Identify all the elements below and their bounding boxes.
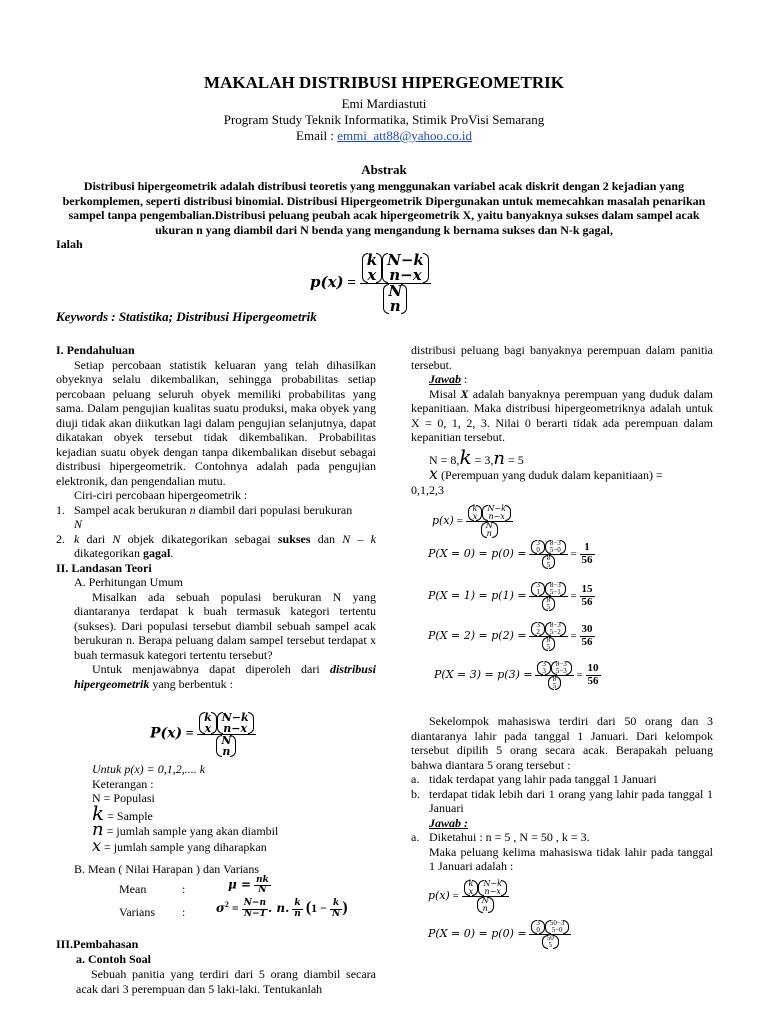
list-item: a. tidak terdapat yang lahir pada tanggal 1 Januari: [411, 772, 657, 786]
right-column: [411, 343, 713, 497]
formula-p1: P(X = 1) = p(1) = 3 1 8−3 5−1 8 5 = $\frac{15}{56}$: [428, 581, 593, 611]
left-column: [56, 343, 376, 691]
varians-formula: $\sigma^2$ = $\frac{N-n}{N-1}$ . n. $\frac{k}{n}$ (1 − $\frac{k}{N}$ ): [216, 898, 348, 919]
section-1-paragraph: Setiap percobaan statistik keluaran yang telah dihasilkan obyeknya selalu dikembalikan, sehingga probabilitas setiap percobaan peluang seluruh obyek memiliki probabilitas yang sama. Dalam pengujian kualitas suatu produksi, maka obyek yang diuji tidak akan diikutkan lagi dalam pengujian selanjutnya, dapat dikatakan obyek tersebut tidak dikembalikan. Probabilitas kejadian suatu obyek dengan tanpa dikembalikan disebut sebagai distribusi hipergeometrik. Contohnya adalah pada pengujian elektronik, dan pengendalian mutu.: [56, 357, 376, 488]
right-column-2: [411, 714, 713, 874]
right-paragraph-2: Misal X adalah banyaknya perempuan yang duduk dalam kepanitiaan. Maka distribusi hipergeometriknya adalah untuk X = 0, 1, 2, 3. Nilai 0 berarti tidak ada perempuan dalam kepanitian tersebut.: [411, 386, 714, 444]
section-2-heading: II. Landasan Teori: [56, 560, 152, 575]
list-item: 2. k dari N objek dikategorikan sebagai sukses dan N – k dikategorikan gagal.: [56, 531, 376, 560]
legend-N: N = Populasi: [92, 791, 155, 805]
answer-text: Maka peluang kelima mahasiswa tidak lahir pada tanggal 1 Januari adalah :: [429, 844, 713, 873]
formula-answer-p0: P(X = 0) = p(0) = 3 0 50−3 5−0 50 5: [428, 920, 571, 949]
mean-formula: μ = $\frac{nk}{N}$: [228, 875, 269, 896]
given-values: N = 8,k = 3,n = 5: [429, 444, 524, 469]
x-description: x (Perempuan yang duduk dalam kepanitiaan) =: [429, 464, 663, 483]
formula-px-answer: p(x) = k x N−k n−x N n: [428, 880, 509, 913]
untuk-line: Untuk p(x) = 0,1,2,.... k: [92, 762, 206, 776]
list-item: b. terdapat tidak lebih dari 1 orang yang lahir pada tanggal 1 Januari: [411, 786, 713, 815]
formula-p2: P(X = 2) = p(2) = 3 2 8−3 5−2 8 5 = $\frac{30}{56}$: [428, 621, 593, 651]
right-paragraph-3: Sekelompok mahasiswa terdiri dari 50 orang dan 3 diantaranya lahir pada tanggal 1 Januari. Dari kelompok tersebut dipilih 5 orang secara acak. Berapakah peluang bahwa diantara 5 orang tersebut :: [411, 714, 713, 772]
formula-2: P(x) = k x N−k n−x N n: [150, 712, 256, 757]
section-2a-heading: A. Perhitungan Umum: [74, 575, 183, 589]
email-link[interactable]: emmi_att88@yahoo.co.id: [337, 128, 472, 143]
section-3a-paragraph: Sebuah panitia yang terdiri dari 5 orang diambil secara acak dari 3 perempuan dan 5 laki-laki. Tentukanlah: [76, 967, 376, 996]
section-3-heading: III.Pembahasan: [56, 937, 139, 951]
section-1-heading: I. Pendahuluan: [56, 343, 135, 357]
legend-block: [92, 762, 382, 854]
abstract-tail: Ialah: [56, 237, 83, 251]
formula-p3: P(X = 3) = p(3) = 3 3 8−3 5−3 8 5 = $\frac{10}{56}$: [434, 660, 599, 690]
affiliation: Program Study Teknik Informatika, Stimik ProVisi Semarang: [223, 112, 545, 127]
author: Emi Mardiastuti: [341, 96, 427, 111]
legend-k: k = Sample: [92, 800, 153, 825]
section-1-paragraph-2: Ciri-ciri percobaan hipergeometrik :: [74, 488, 248, 502]
abstract-heading: Abstrak: [361, 162, 407, 177]
email-line: [0, 129, 768, 144]
mean-label: Mean: [119, 882, 147, 896]
keywords: Keywords : Statistika; Distribusi Hipergeometrik: [56, 309, 317, 324]
section-3a-heading: a. Contoh Soal: [76, 952, 152, 966]
varians-colon: :: [182, 905, 186, 919]
section-2a-paragraph: Misalkan ada sebuah populasi berukuran N yang diantaranya terdapat k buah termasuk kategori tertentu (sukses). Dari populasi tersebut diambil sebuah sampel acak berukuran n. Berapa peluang dalam sampel tersebut terdapat x buah termasuk kategori tertentu tersebut?: [74, 589, 376, 662]
mean-colon: :: [182, 882, 186, 896]
formula-px-right: p(x) = k x N−k n−x N n: [432, 505, 513, 538]
x-values: 0,1,2,3: [411, 482, 444, 497]
section-2b-heading: B. Mean ( Nilai Harapan ) dan Varians: [74, 862, 260, 876]
main-formula: p(x) = k x N−k n−x N n: [310, 253, 431, 314]
jawab-1: Jawab :: [429, 372, 468, 386]
list-item: a. Diketahui : n = 5 , N = 50 , k = 3.: [411, 830, 590, 844]
paper-title: MAKALAH DISTRIBUSI HIPERGEOMETRIK: [204, 73, 564, 92]
right-paragraph-1: distribusi peluang bagi banyaknya perempuan dalam panitia tersebut.: [411, 343, 713, 372]
legend-x: x = jumlah sample yang diharapkan: [92, 835, 267, 855]
abstract-text: Distribusi hipergeometrik adalah distribusi teoretis yang menggunakan variabel acak diskrit dengan 2 kejadian yang berkomplemen, seperti distribusi binomial. Distribusi Hipergeometrik Dipergunakan untuk memecahkan masalah penarikan sampel tanpa pengembalian.Distribusi peluang peubah acak hipergeometrik X, yaitu banyaknya sukses dalam sampel acak ukuran n yang diambil dari N benda yang mengandung k bernama sukses dan N-k gagal,: [62, 179, 706, 237]
formula-p0: P(X = 0) = p(0) = 3 0 8−3 5−0 8 5 = $\frac{1}{56}$: [428, 539, 593, 569]
section-2a-paragraph-2: Untuk menjawabnya dapat diperoleh dari distribusi hipergeometrik yang berbentuk :: [74, 662, 376, 691]
legend-n: n = jumlah sample yang akan diambil: [92, 819, 279, 840]
email-label: Email :: [296, 128, 338, 143]
jawab-2: Jawab :: [429, 815, 468, 830]
list-item: 1. Sampel acak berukuran n diambil dari populasi berukuran N: [56, 502, 353, 531]
keterangan: Keterangan :: [92, 776, 154, 791]
varians-label: Varians: [119, 905, 155, 919]
